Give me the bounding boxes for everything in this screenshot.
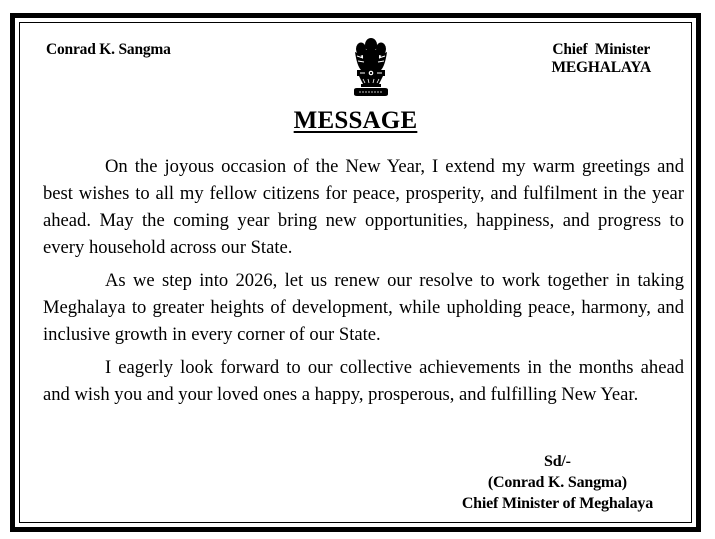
document-inner-border [19, 22, 692, 523]
header-name: Conrad K. Sangma [46, 41, 171, 58]
message-paragraph-2: As we step into 2026, let us renew our resolve to work together in taking Meghalaya to greater heights of development, while upholding peace, harmony, and inclusive growth in every corner of our State. [43, 270, 684, 345]
document-border [10, 13, 701, 532]
header-designation [551, 41, 651, 77]
message-paragraph-3: I eagerly look forward to our collective achievements in the months ahead and wish you and your loved ones a happy, prosperous, and fulfilling New Year. [43, 357, 684, 405]
signature-designation: Chief Minister of Meghalaya [461, 495, 653, 512]
signature-sd: Sd/- [544, 453, 571, 470]
header-designation-line2: MEGHALAYA [551, 59, 651, 76]
message-paragraph-1: On the joyous occasion of the New Year, I extend my warm greetings and best wishes to all my fellow citizens for peace, prosperity, and fulfilment in the year ahead. May the coming year bring new opportunities, happiness, and progress to every household across our State. [43, 156, 684, 258]
state-emblem-icon [349, 36, 393, 100]
header-designation-line1: Chief Minister [552, 41, 651, 58]
signature-name: (Conrad K. Sangma) [487, 474, 627, 491]
signature-block [462, 451, 653, 514]
message-body [43, 153, 684, 414]
page-title: MESSAGE [293, 107, 418, 134]
